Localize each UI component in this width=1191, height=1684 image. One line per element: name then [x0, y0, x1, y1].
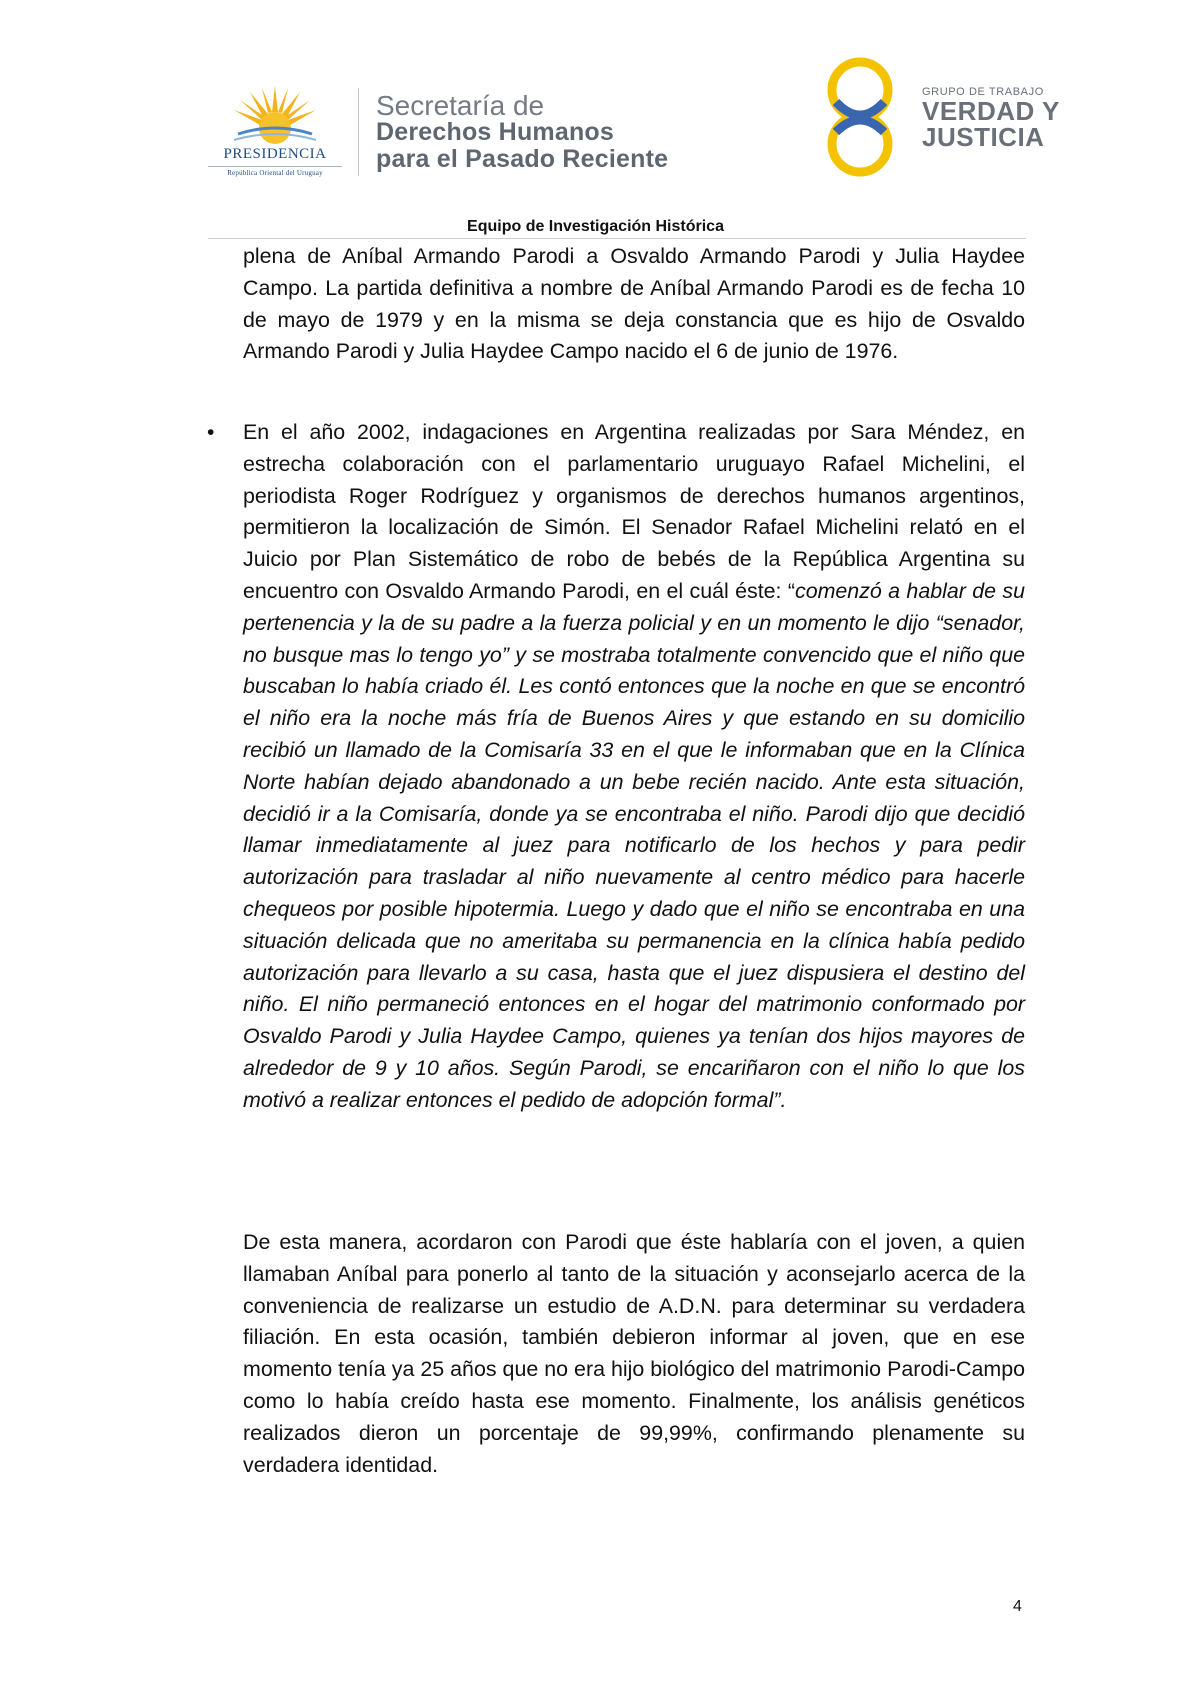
grupo-trabajo-line1: GRUPO DE TRABAJO: [922, 86, 1044, 98]
grupo-trabajo-line2: VERDAD Y: [922, 96, 1060, 126]
header-divider: [358, 88, 359, 176]
grupo-trabajo-title: [922, 86, 1060, 150]
header-rule: [208, 238, 1026, 239]
page-number: 4: [1013, 1598, 1022, 1615]
presidencia-rule: [208, 166, 342, 167]
page-header: [0, 0, 1191, 235]
grupo-trabajo-logo-icon: [820, 56, 912, 180]
paragraph-2: [243, 417, 1025, 1117]
paragraph-2-quote: comenzó a hablar de su pertenencia y la de su padre a la fuerza policial y en un momento le dijo “senador, no busque mas lo tengo yo” y se mostraba totalmente convencido que el niño que buscaban lo había criado él. Les contó entonces que la noche en que se encontró el niño era la noche más fría de Buenos Aires y que estando en su domicilio recibió un llamado de la Comisaría 33 en el que le informaban que en la Clínica Norte habían dejado abandonado a un bebe recién nacido. Ante esta situación, decidió ir a la Comisaría, donde ya se encontraba el niño. Parodi dijo que decidió llamar inmediatamente al juez para notificarlo de los hechos y para pedir autorización para trasladar al niño nuevamente al centro médico para hacerle chequeos por posible hipotermia. Luego y dado que el niño se encontraba en una situación delicada que no ameritaba su permanencia en la clínica había pedido autorización para llevarlo a su casa, hasta que el juez dispusiera el destino del niño. El niño permaneció entonces en el hogar del matrimonio conformado por Osvaldo Parodi y Julia Haydee Campo, quienes ya tenían dos hijos mayores de alrededor de 9 y 10 años. Según Parodi, se encariñaron con el niño lo que los motivó a realizar entonces el pedido de adopción formal”.: [243, 578, 1026, 1112]
secretaria-line1: Secretaría de: [376, 90, 545, 121]
sun-icon: [230, 82, 320, 144]
presidencia-logo: [196, 82, 354, 182]
secretaria-line2: Derechos Humanos: [376, 118, 614, 146]
paragraph-1: plena de Aníbal Armando Parodi a Osvaldo Armando Parodi y Julia Haydee Campo. La partida definitiva a nombre de Aníbal Armando Parodi es de fecha 10 de mayo de 1979 y en la misma se deja constancia que es hijo de Osvaldo Armando Parodi y Julia Haydee Campo nacido el 6 de junio de 1976.: [243, 244, 1025, 364]
paragraph-3: De esta manera, acordaron con Parodi que éste hablaría con el joven, a quien llamaban Aníbal para ponerlo al tanto de la situación y aconsejarlo acerca de la conveniencia de realizarse un estudio de A.D.N. para determinar su verdadera filiación. En esta ocasión, también debieron informar al joven, que en ese momento tenía ya 25 años que no era hijo biológico del matrimonio Parodi-Campo como lo había creído hasta ese momento. Finalmente, los análisis genéticos realizados dieron un porcentaje de 99,99%, confirmando plenamente su verdadera identidad.: [243, 1230, 1025, 1477]
team-title: Equipo de Investigación Histórica: [467, 218, 724, 235]
grupo-trabajo-line3: JUSTICIA: [922, 122, 1045, 152]
paragraph-2-intro: En el año 2002, indagaciones en Argentina realizadas por Sara Méndez, en estrecha colaboración con el parlamentario uruguayo Rafael Michelini, el periodista Roger Rodríguez y organismos de derechos humanos argentinos, permitieron la localización de Simón. El Senador Rafael Michelini relató en el Juicio por Plan Sistemático de robo de bebés de la República Argentina su encuentro con Osvaldo Armando Parodi, en el cuál éste: “: [243, 420, 1025, 603]
secretaria-title: [376, 92, 668, 173]
presidencia-subtitle: República Oriental del Uruguay: [227, 169, 323, 177]
bullet-marker: •: [207, 421, 215, 444]
presidencia-name: PRESIDENCIA: [223, 146, 327, 162]
secretaria-line3: para el Pasado Reciente: [376, 145, 669, 173]
